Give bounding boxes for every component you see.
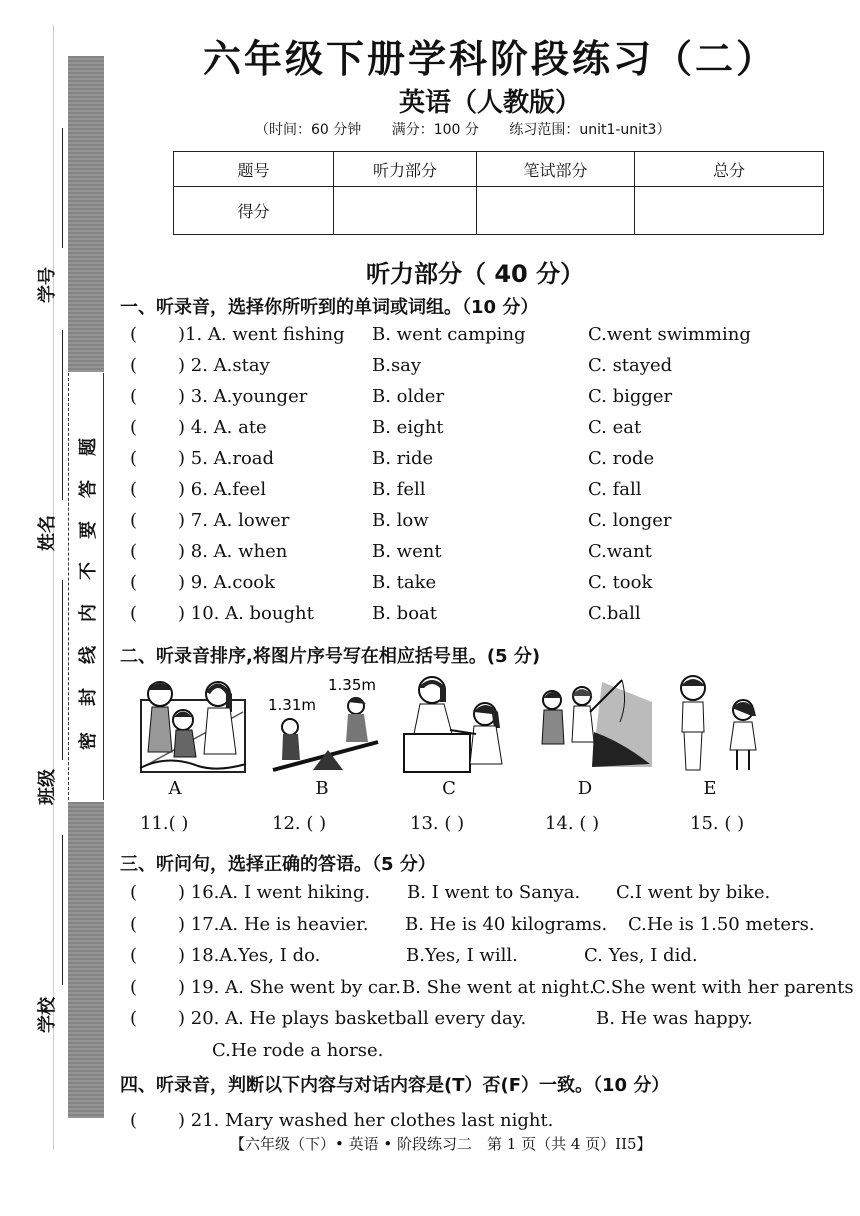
answer-paren[interactable]: ( [130, 914, 138, 935]
statement: ) 21. Mary washed her clothes last night. [178, 1110, 554, 1131]
score-cell[interactable] [635, 187, 824, 235]
seal-char: 内 [78, 604, 99, 622]
option-b: B. I went to Sanya. [407, 882, 581, 903]
option-c: C. stayed [588, 355, 673, 376]
seal-char: 题 [78, 438, 99, 456]
seal-char: 要 [78, 521, 99, 539]
option-b: B. He is 40 kilograms. [405, 914, 608, 935]
score-table [173, 151, 824, 235]
option-b: B. ride [372, 448, 434, 469]
exam-full-score: 满分：100 分 [391, 122, 479, 138]
gutter-shade-top [68, 56, 104, 372]
option-a: ) 7. A. lower [178, 510, 290, 531]
picture-b-seesaw [268, 672, 393, 777]
fill-line-name [62, 330, 63, 500]
option-b: B. boat [372, 603, 437, 624]
option-c: C.I went by bike. [616, 882, 771, 903]
option-c: C.went swimming [588, 324, 751, 345]
score-cell[interactable] [477, 187, 635, 235]
option-a: ) 16.A. I went hiking. [178, 882, 371, 903]
answer-blank-14[interactable]: 14. ( ) [545, 813, 600, 834]
option-a: ) 8. A. when [178, 541, 288, 562]
page-subtitle: 英语（人教版） [398, 88, 581, 118]
option-a: ) 9. A.cook [178, 572, 276, 593]
label-student-id: 学号 [37, 267, 58, 303]
score-header: 总分 [635, 152, 824, 187]
seal-char: 答 [78, 480, 99, 498]
option-a: ) 3. A.younger [178, 386, 308, 407]
picture-label: B [315, 778, 329, 799]
option-b: B. eight [372, 417, 444, 438]
answer-paren[interactable]: ( [130, 1110, 138, 1131]
option-c: C. eat [588, 417, 642, 438]
picture-e-boy-girl [668, 672, 768, 777]
option-b: B.say [372, 355, 422, 376]
exam-info [255, 119, 696, 139]
label-class: 班级 [37, 769, 58, 805]
picture-label: D [577, 778, 593, 799]
option-b: B. She went at night. [402, 977, 595, 998]
option-c: C. fall [588, 479, 642, 500]
picture-a-family [138, 672, 248, 777]
seal-char: 密 [78, 732, 99, 750]
answer-paren[interactable]: ( [130, 324, 138, 345]
answer-blank-13[interactable]: 13. ( ) [410, 813, 465, 834]
answer-paren[interactable]: ( [130, 417, 138, 438]
option-a: ) 20. A. He plays basketball every day. [178, 1008, 527, 1029]
picture-label: E [703, 778, 717, 799]
score-header: 题号 [174, 152, 334, 187]
fill-line-class [62, 580, 63, 760]
picture-c-teacher [400, 672, 515, 777]
question-19 [120, 977, 854, 1007]
option-b: B. fell [372, 479, 426, 500]
height-label-right: 1.35m [328, 676, 377, 694]
option-c: C.want [588, 541, 652, 562]
answer-paren[interactable]: ( [130, 572, 138, 593]
page-title: 六年级下册学科阶段练习（二） [202, 37, 777, 81]
answer-blank-11[interactable]: 11.( ) [140, 813, 189, 834]
label-name: 姓名 [37, 515, 58, 551]
option-c: C. bigger [588, 386, 673, 407]
page-footer: 【六年级（下）• 英语 • 阶段练习二 第 1 页（共 4 页）II5】 [230, 1135, 652, 1153]
answer-paren[interactable]: ( [130, 603, 138, 624]
exam-scope: 练习范围：unit1-unit3） [509, 122, 671, 138]
option-c: C.ball [588, 603, 641, 624]
option-c: C. Yes, I did. [584, 945, 698, 966]
section1-title: 一、听录音，选择你所听到的单词或词组。（10 分） [120, 297, 539, 318]
answer-paren[interactable]: ( [130, 386, 138, 407]
option-a: ) 5. A.road [178, 448, 275, 469]
option-a: ) 4. A. ate [178, 417, 267, 438]
option-a: ) 10. A. bought [178, 603, 314, 624]
exam-time: （时间：60 分钟 [255, 122, 362, 138]
answer-paren[interactable]: ( [130, 541, 138, 562]
option-a: ) 19. A. She went by car. [178, 977, 402, 998]
section4-title: 四、听录音，判断以下内容与对话内容是(T）否(F）一致。（10 分） [120, 1075, 670, 1096]
answer-paren[interactable]: ( [130, 355, 138, 376]
answer-paren[interactable]: ( [130, 1008, 138, 1029]
option-a: ) 6. A.feel [178, 479, 267, 500]
fill-line-school [62, 835, 63, 985]
option-b: B. older [372, 386, 445, 407]
option-b: B. take [372, 572, 437, 593]
option-c: C.He is 1.50 meters. [628, 914, 815, 935]
section2-title: 二、听录音排序,将图片序号写在相应括号里。(5 分) [120, 646, 541, 667]
seal-char: 不 [78, 562, 99, 580]
option-b: B. He was happy. [596, 1008, 753, 1029]
answer-blank-15[interactable]: 15. ( ) [690, 813, 745, 834]
gutter-shade-bottom [68, 802, 104, 1118]
picture-label: A [168, 778, 182, 799]
score-header: 笔试部分 [477, 152, 635, 187]
answer-paren[interactable]: ( [130, 882, 138, 903]
option-c: C.She went with her parents [592, 977, 854, 998]
label-school: 学校 [37, 997, 58, 1033]
answer-paren[interactable]: ( [130, 977, 138, 998]
seal-char: 封 [78, 688, 99, 706]
option-b: B.Yes, I will. [406, 945, 518, 966]
answer-blank-12[interactable]: 12. ( ) [272, 813, 327, 834]
option-b: B. low [372, 510, 429, 531]
picture-d-fishing [532, 672, 657, 777]
section3-title: 三、听问句，选择正确的答语。（5 分） [120, 854, 436, 875]
score-header: 听力部分 [334, 152, 477, 187]
option-c: C. longer [588, 510, 672, 531]
answer-paren[interactable]: ( [130, 510, 138, 531]
option-c: C. took [588, 572, 653, 593]
answer-paren[interactable]: ( [130, 945, 138, 966]
option-c: C. rode [588, 448, 655, 469]
option-b: B. went [372, 541, 442, 562]
option-a: ) 18.A.Yes, I do. [178, 945, 321, 966]
option-a: ) 17.A. He is heavier. [178, 914, 369, 935]
fill-line-student-id [62, 128, 63, 248]
height-label-left: 1.31m [268, 696, 317, 714]
picture-label: C [442, 778, 456, 799]
score-cell[interactable] [334, 187, 477, 235]
listening-part-title: 听力部分（ 40 分） [366, 260, 585, 288]
margin-outline [53, 25, 54, 1150]
option-c: C.He rode a horse. [212, 1040, 384, 1061]
option-a: ) 2. A.stay [178, 355, 270, 376]
option-b: B. went camping [372, 324, 526, 345]
answer-paren[interactable]: ( [130, 479, 138, 500]
seal-char: 线 [78, 646, 99, 664]
score-row-label: 得分 [174, 187, 334, 235]
answer-paren[interactable]: ( [130, 448, 138, 469]
option-a: )1. A. went fishing [178, 324, 345, 345]
